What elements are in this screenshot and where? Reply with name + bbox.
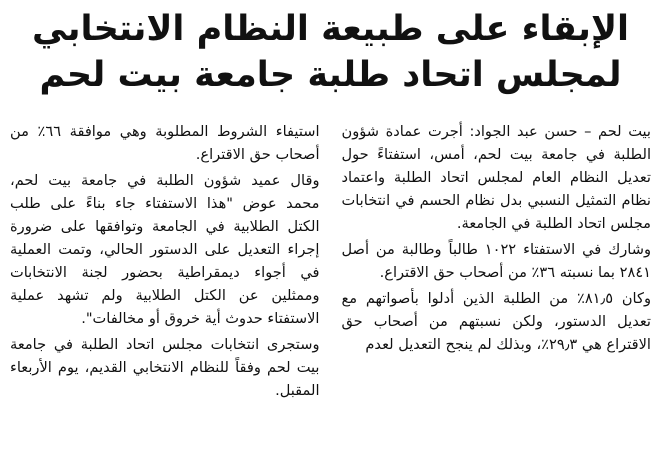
paragraph: وستجرى انتخابات مجلس اتحاد الطلبة في جامعة بيت لحم وفقاً للنظام الانتخابي القديم، يوم الأربعاء المقبل. — [10, 336, 320, 399]
headline-line-2: لمجلس اتحاد طلبة جامعة بيت لحم — [39, 55, 622, 95]
right-column — [342, 120, 652, 469]
headline — [10, 6, 651, 98]
paragraph: بيت لحم – حسن عبد الجواد: أجرت عمادة شؤون الطلبة في جامعة بيت لحم، أمس، استفتاءً حول تعديل النظام العام لمجلس اتحاد الطلبة واعتماد نظام التمثيل النسبي بدل نظام الحسم في انتخابات مجلس اتحاد الطلبة في الجامعة. — [341, 123, 651, 232]
left-column — [10, 120, 320, 469]
body-columns — [10, 120, 651, 469]
paragraph: استيفاء الشروط المطلوبة وهي موافقة ٦٦٪ من أصحاب حق الاقتراع. — [10, 123, 320, 163]
paragraph: وقال عميد شؤون الطلبة في جامعة بيت لحم، محمد عوض "هذا الاستفتاء جاء بناءً على طلب الكتل الطلابية في الجامعة وتوافقها على ضرورة إجراء التعديل على الدستور الحالي، وتمت العملية في أجواء ديمقراطية بحضور لجنة الانتخابات وممثلين عن الكتل الطلابية ولم تشهد عملية الاستفتاء حدوث أية خروق أو مخالفات". — [10, 172, 320, 327]
headline-line-1: الإبقاء على طبيعة النظام الانتخابي — [31, 9, 630, 49]
paragraph: وشارك في الاستفتاء ١٠٢٢ طالباً وطالبة من أصل ٢٨٤١ بما نسبته ٣٦٪ من أصحاب حق الاقتراع. — [341, 241, 651, 281]
paragraph: وكان ٨١٫٥٪ من الطلبة الذين أدلوا بأصواتهم مع تعديل الدستور، ولكن نسبتهم من أصحاب حق الاقتراع هي ٢٩٫٣٪، وبذلك لم ينجح التعديل لعدم — [341, 290, 651, 353]
